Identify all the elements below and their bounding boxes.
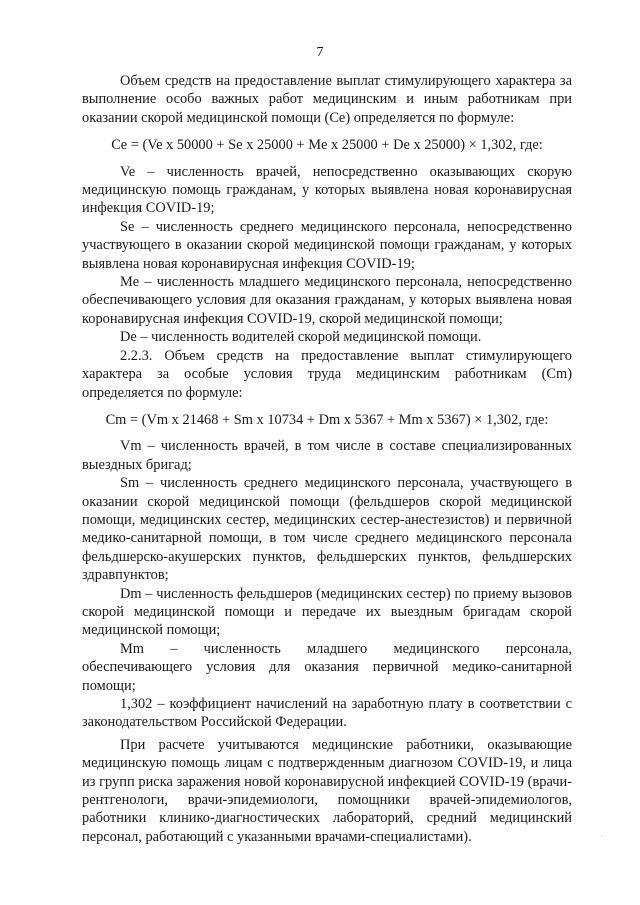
definition-mm: Mm – численность младшего медицинского персонала, обеспечивающего условия для оказания первичной медико-санитарной помощи; xyxy=(82,640,572,694)
paragraph-2-2-3: 2.2.3. Объем средств на предоставление выплат стимулирующего характера за особые условия труда медицинским работникам (Cm) определяется по формуле: xyxy=(82,347,572,401)
formula-cm: Cm = (Vm x 21468 + Sm x 10734 + Dm x 5367 + Mm x 5367) × 1,302, где: xyxy=(105,411,549,428)
definition-dm: Dm – численность фельдшеров (медицинских сестер) по приему вызовов скорой медицинской помощи и передаче их выездным бригадам скорой медицинской помощи; xyxy=(82,585,572,639)
paragraph-intro: Объем средств на предоставление выплат стимулирующего характера за выполнение особо важных работ медицинским и иным работникам при оказании скорой медицинской помощи (Ce) определяется по формуле: xyxy=(82,73,572,126)
definition-vm: Vm – численность врачей, в том числе в составе специализированных выездных бригад; xyxy=(82,438,572,473)
definition-me: Me – численность младшего медицинского персонала, непосредственно обеспечивающего условия для оказания гражданам, у которых выявлена новая коронавирусная инфекция COVID-19, скорой медицинской помощи; xyxy=(82,274,572,327)
document-body xyxy=(82,72,572,846)
page-number: 7 xyxy=(316,45,324,60)
definition-sm: Sm – численность среднего медицинского персонала, участвующего в оказании скорой медицинской помощи (фельдшеров скорой медицинской помощи, медицинских сестер, медицинских сестер-анестезистов) и первичной медико-санитарной помощи, в том числе среднего медицинского персонала фельдшерско-акушерских пунктов, фельдшерских пунктов, фельдшерских здравпунктов; xyxy=(82,475,572,584)
definition-se: Se – численность среднего медицинского персонала, непосредственно участвующего в оказании скорой медицинской помощи гражданам, у которых выявлена новая коронавирусная инфекция COVID-19; xyxy=(82,218,572,272)
scan-mark: · xyxy=(600,832,603,841)
definition-ve: Ve – численность врачей, непосредственно оказывающих скорую медицинскую помощь гражданам, у которых выявлена новая коронавирусная инфекция COVID-19; xyxy=(82,163,572,217)
definition-coefficient: 1,302 – коэффициент начислений на заработную плату в соответствии с законодательством Российской Федерации. xyxy=(82,696,572,731)
formula-ce: Ce = (Ve x 50000 + Se x 25000 + Me x 25000 + De x 25000) × 1,302, где: xyxy=(111,137,543,154)
definition-de: De – численность водителей скорой медицинской помощи. xyxy=(120,329,482,346)
paragraph-final: При расчете учитываются медицинские работники, оказывающие медицинскую помощь лицам с подтвержденным диагнозом COVID-19, и лица из групп риска заражения новой коронавирусной инфекцией COVID-19 (врачи-рентгенологи, врачи-эпидемиологи, помощники врачей-эпидемиологов, работники клинико-диагностических лабораторий, средний медицинский персонал, работающий с указанными врачами-специалистами). xyxy=(82,736,572,845)
